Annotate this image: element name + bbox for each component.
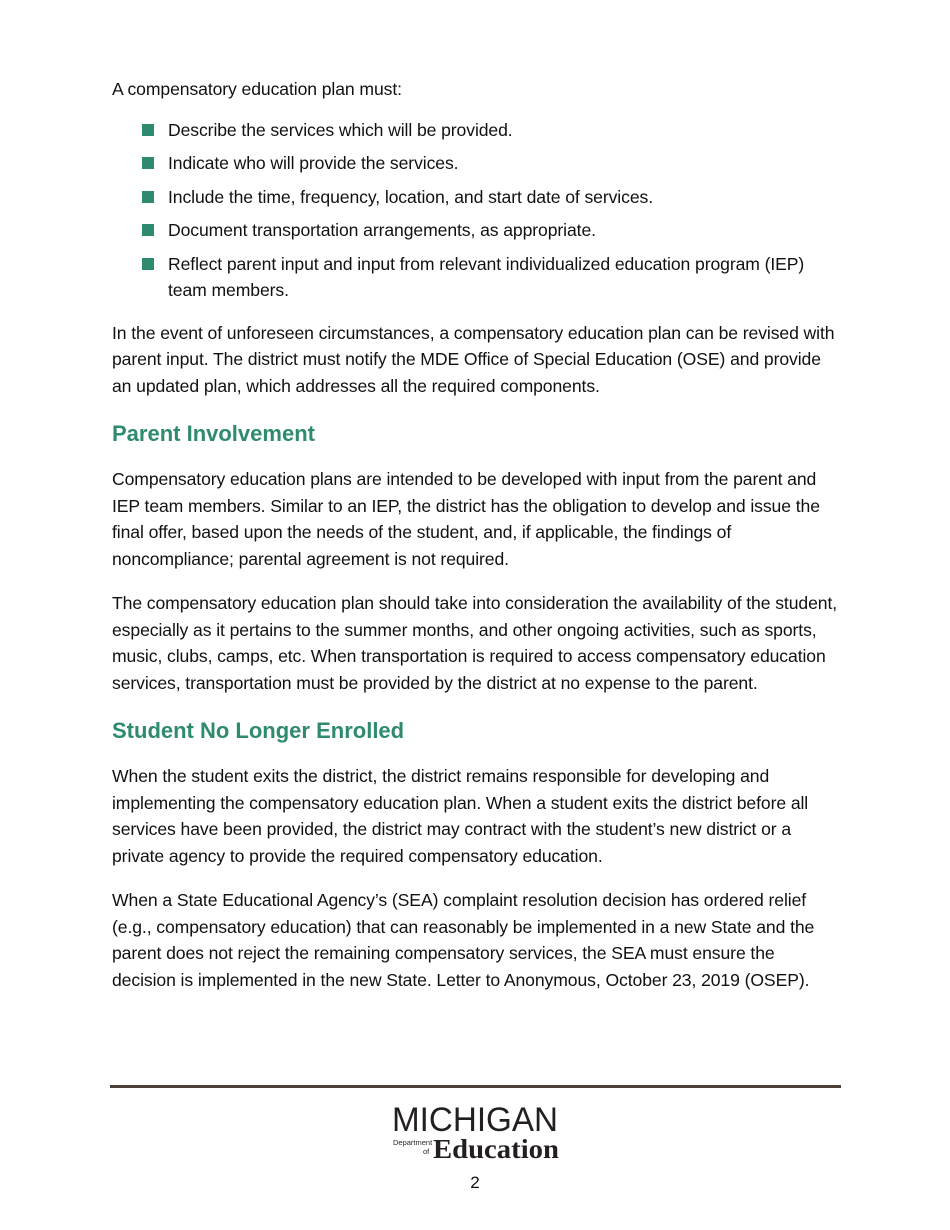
logo-education-text: Education: [433, 1134, 559, 1162]
square-bullet-icon: [142, 258, 154, 270]
paragraph: The compensatory education plan should take into consideration the availability of the student, especially as it pertains to the summer months, and other ongoing activities, such as sports, music, clubs, camps, etc. When transportation is required to access compensatory education services, transportation must be provided by the district at no expense to the parent.: [112, 593, 838, 693]
list-item: [112, 150, 840, 177]
list-item: [112, 117, 840, 144]
list-item: [112, 251, 840, 304]
list-item-text: Reflect parent input and input from relevant individualized education program (IEP) team members.: [168, 253, 805, 300]
list-item-text: Include the time, frequency, location, and start date of services.: [168, 186, 653, 207]
paragraph: Compensatory education plans are intended to be developed with input from the parent and IEP team members. Similar to an IEP, the district has the obligation to develop and issue the final offer, based upon the needs of the student, and, if applicable, the findings of noncompliance; parental agreement is not required.: [112, 469, 820, 569]
list-item-text: Document transportation arrangements, as appropriate.: [168, 220, 596, 240]
michigan-department-of-education-logo: [390, 1094, 560, 1162]
document-body: [112, 76, 840, 993]
requirements-list: [112, 117, 840, 304]
square-bullet-icon: [142, 124, 154, 136]
section-heading-student-no-longer-enrolled: Student No Longer Enrolled: [112, 718, 405, 743]
footer-divider: [110, 1085, 841, 1088]
page-number: 2: [470, 1173, 480, 1192]
logo-michigan-text: MICHIGAN: [392, 1101, 558, 1139]
square-bullet-icon: [142, 224, 154, 236]
section-heading-parent-involvement: Parent Involvement: [112, 421, 315, 446]
list-item: [112, 217, 840, 244]
list-item-text: Describe the services which will be provided.: [168, 119, 513, 140]
square-bullet-icon: [142, 157, 154, 169]
intro-text: A compensatory education plan must:: [112, 79, 402, 99]
paragraph: When a State Educational Agency’s (SEA) complaint resolution decision has ordered relief (e.g., compensatory education) that can reasonably be implemented in a new State and the parent does not reject the remaining compensatory services, the SEA must ensure the decision is implemented in the new State. Letter to Anonymous, October 23, 2019 (OSEP).: [112, 890, 815, 990]
logo-department-text: Department: [393, 1138, 433, 1147]
list-item-text: Indicate who will provide the services.: [168, 153, 459, 173]
list-item: [112, 184, 840, 211]
logo-of-text: of: [423, 1147, 430, 1156]
paragraph: When the student exits the district, the district remains responsible for developing and implementing the compensatory education plan. When a student exits the district before all services have been provided, the district may contract with the student’s new district or a private agency to provide the required compensatory education.: [112, 766, 809, 866]
revision-paragraph: In the event of unforeseen circumstances, a compensatory education plan can be revised with parent input. The district must notify the MDE Office of Special Education (OSE) and provide an updated plan, which addresses all the required components.: [112, 322, 835, 396]
square-bullet-icon: [142, 191, 154, 203]
